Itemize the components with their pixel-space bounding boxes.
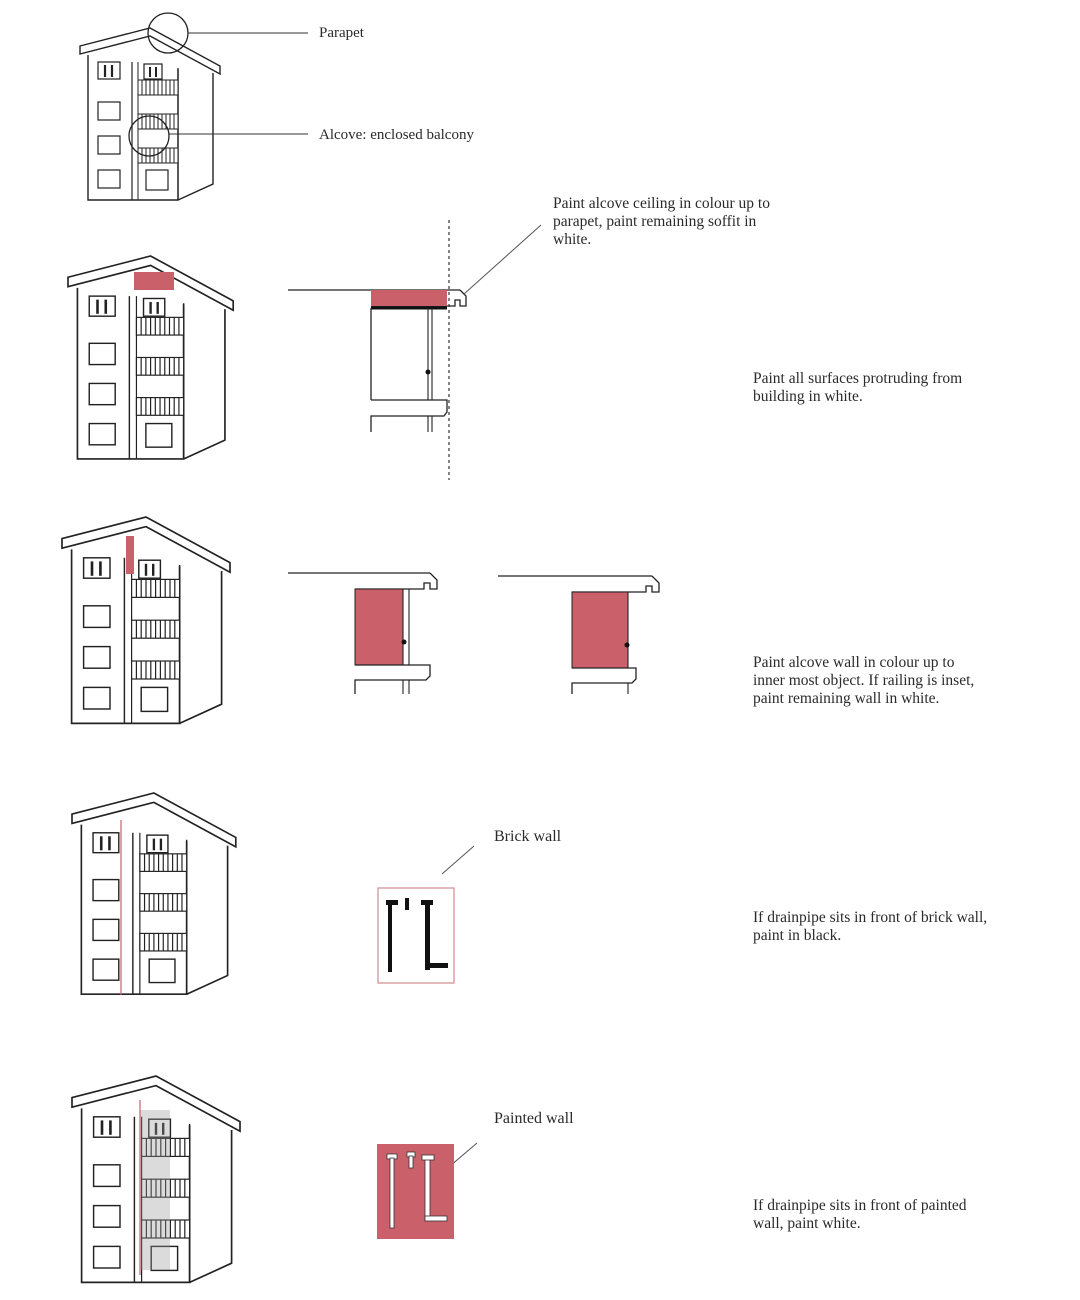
brick-wall-label: Brick wall bbox=[494, 828, 562, 845]
ceiling-instruction: Paint alcove ceiling in colour up to parapet, paint remaining soffit in white. bbox=[553, 195, 770, 248]
painted-wall-label: Painted wall bbox=[494, 1110, 574, 1127]
painted-wall-swatch bbox=[377, 1144, 454, 1239]
protruding-instruction: Paint all surfaces protruding from building in white. bbox=[753, 370, 963, 405]
parapet-label: Parapet bbox=[319, 25, 364, 41]
section-alcove-wall-right bbox=[498, 576, 659, 694]
building-drainpipe-painted bbox=[72, 1076, 240, 1282]
section-ceiling bbox=[288, 220, 541, 480]
section-alcove-wall-left bbox=[288, 573, 437, 694]
drainpipe-brick-instruction: If drainpipe sits in front of brick wall, paint in black. bbox=[753, 909, 988, 944]
building-ceiling-highlight bbox=[68, 256, 233, 459]
alcove-wall-instruction: Paint alcove wall in colour up to inner most object. If railing is inset, paint remaining wall in white. bbox=[753, 654, 975, 707]
brick-wall-leader bbox=[442, 846, 474, 874]
building-overview bbox=[80, 28, 220, 200]
building-drainpipe-brick bbox=[72, 793, 236, 995]
drainpipe-painted-instruction: If drainpipe sits in front of painted wall, paint white. bbox=[753, 1197, 967, 1232]
alcove-label: Alcove: enclosed balcony bbox=[319, 127, 474, 143]
brick-wall-swatch bbox=[378, 888, 454, 983]
building-alcove-wall-highlight bbox=[62, 517, 230, 723]
